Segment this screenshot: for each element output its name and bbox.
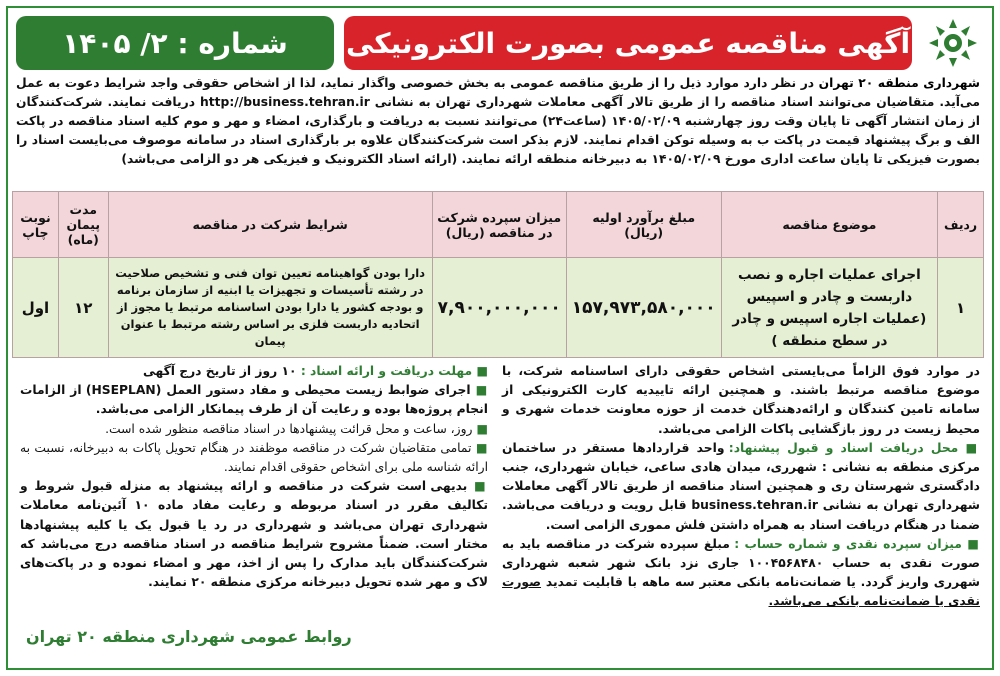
bullet-square-icon: ■	[967, 536, 981, 551]
cell-duration: ۱۲	[58, 258, 108, 358]
deposit-text: مبلغ سپرده شرکت در مناقصه باید به صورت نقدی به حساب ۱۰۰۴۵۶۸۴۸۰ جاری نزد بانک شهر شعبه شهرداری شهرری واریز گردد. یا ضمانت‌نامه بانکی معتبر سه ماهه با قابلیت تمدید	[502, 536, 980, 590]
notice-number-banner	[16, 16, 334, 70]
deposit-tail: صورت نقدی یا ضمانت‌نامه بانکی می‌باشد.	[502, 575, 980, 609]
header-subject: موضوع مناقصه	[721, 192, 937, 258]
tehran-municipality-logo-icon	[920, 16, 986, 70]
right-column	[502, 362, 980, 612]
delivery-text: تمامی متقاضیان شرکت در مناقصه موظفند در هنگام تحویل پاکات به دبیرخانه، نسبت به ارائه شناسه ملی برای اشخاص حقوقی اقدام نمایند.	[20, 440, 488, 475]
intro-paragraph	[16, 74, 980, 169]
cell-print: اول	[13, 258, 59, 358]
place-text: واحد قراردادها مستقر در ساختمان مرکزی منطقه به نشانی : شهرری، میدان هادی ساعی، خیابان شهرداری، جنب دادگستری شهرستان ری و همچنین اسناد مناقصه از طریق تالار آگهی معاملات شهرداری تهران به نشانی business.tehran.ir قابل رویت و دریافت می‌باشد. ضمنا در هنگام دریافت اسناد به همراه داشتن فلش مموری الزامی است.	[502, 440, 980, 532]
table-header-row	[13, 192, 984, 258]
header-conditions: شرایط شرکت در مناقصه	[108, 192, 432, 258]
cell-estimate: ۱۵۷,۹۷۳,۵۸۰,۰۰۰	[566, 258, 721, 358]
deadline-title: مهلت دریافت و ارائه اسناد :	[300, 364, 473, 378]
deadline-paragraph	[20, 362, 488, 381]
cell-conditions: دارا بودن گواهینامه تعیین توان فنی و تشخیص صلاحیت در رشته تأسیسات و تجهیزات یا ابنیه از سازمان برنامه و بودجه کشور یا دارا بودن اساسنامه مرتبط یا مجوز از اتحادیه داربست فلزی بر اساس رشته مرتبط با عنوان پیمان	[108, 258, 432, 358]
time-text: روز، ساعت و محل قرائت پیشنهادها در اسناد مناقصه منظور شده است.	[105, 421, 473, 436]
obvious-paragraph	[20, 477, 488, 592]
deposit-title: میزان سپرده نقدی و شماره حساب :	[734, 536, 962, 551]
place-title: محل دریافت اسناد و قبول پیشنهاد:	[728, 440, 959, 455]
place-paragraph	[502, 439, 980, 535]
notice-number: شماره : ۲/ ۱۴۰۵	[62, 26, 288, 60]
tender-notice	[6, 6, 994, 670]
deposit-paragraph	[502, 535, 980, 612]
cell-subject: اجرای عملیات اجاره و نصب داربست و چادر و اسپیس (عملیات اجاره اسپیس و چادر در سطح منطقه )	[721, 258, 937, 358]
bullet-square-icon: ■	[473, 479, 489, 494]
delivery-paragraph	[20, 439, 488, 477]
deadline-text: ۱۰ روز از تاریخ درج آگهی	[143, 364, 301, 378]
requirements-paragraph: در موارد فوق الزاماً می‌بایستی اشخاص حقوقی دارای اساسنامه شرکت، با موضوع مناقصه مرتبط باشند. و همچنین ارائه تاییدیه کارت الکترونیکی از سامانه تامین کنندگان و ارائه‌دهندگان خدمت از حوزه معاونت خدمات شهری و محیط زیست در روز بازگشایی پاکات الزامی می‌باشد.	[502, 364, 980, 436]
obvious-text: بدیهی است شرکت در مناقصه و ارائه پیشنهاد به منزله قبول شروط و تکالیف مقرر در اسناد مربوطه و رعایت مفاد ماده ۱۰ آئین‌نامه معاملات شهرداری تهران می‌باشد و شهرداری در رد یا قبول یک یا کلیه پیشنهادها مختار است. ضمناً مشروح شرایط مناقصه در اسناد مناقصه درج می‌باشد که شرکت‌کنندگان باید مدارک را پس از اخذ، مهر و امضاء نموده و در پاکت‌های لاک و مهر شده تحویل دبیرخانه مرکزی منطقه ۲۰ نمایند.	[20, 479, 489, 590]
bullet-square-icon: ■	[475, 383, 489, 398]
header-row-number: ردیف	[938, 192, 984, 258]
notice-title-banner	[344, 16, 912, 70]
environment-text: اجرای ضوابط زیست محیطی و مفاد دستور العمل (HSEPLAN) از الزامات انجام پروژه‌ها بوده و رعایت آن از طرف پیمانکار الزامی می‌باشد.	[20, 383, 488, 417]
time-paragraph	[20, 420, 488, 439]
public-relations-signature: روابط عمومی شهرداری منطقه ۲۰ تهران	[26, 627, 352, 646]
table-row	[13, 258, 984, 358]
header-duration: مدت پیمان (ماه)	[58, 192, 108, 258]
tender-table	[12, 191, 984, 358]
notice-header	[16, 16, 988, 70]
environment-paragraph	[20, 381, 488, 419]
bullet-square-icon: ■	[476, 364, 488, 378]
intro-lead: شهرداری منطقه ۲۰ تهران	[818, 76, 980, 90]
header-deposit: میزان سپرده شرکت در مناقصه (ریال)	[432, 192, 566, 258]
cell-row-number: ۱	[938, 258, 984, 358]
bullet-square-icon: ■	[965, 440, 980, 455]
cell-deposit: ۷,۹۰۰,۰۰۰,۰۰۰	[432, 258, 566, 358]
notice-title: آگهی مناقصه عمومی بصورت الکترونیکی	[345, 26, 911, 60]
bullet-square-icon: ■	[475, 440, 488, 455]
header-print: نوبت چاپ	[13, 192, 59, 258]
left-column	[20, 362, 488, 592]
intro-text: در نظر دارد موارد ذیل را از طریق مناقصه عمومی به بخش خصوصی واگذار نماید، لذا از اشخاص حقوقی واجد شرایط دعوت به عمل می‌آید. متقاضیان می‌توانند اسناد مناقصه را از طریق تالار آگهی معاملات شهرداری تهران به نشانی http://business.tehran.ir دریافت نمایند. شرکت‌کنندگان از زمان انتشار آگهی تا پایان وقت روز چهارشنبه ۱۴۰۵/۰۲/۰۹ (ساعت۲۴) می‌توانند نسبت به دریافت و بارگذاری، امضاء و مهر و موم کلیه اسناد مناقصه در پاکت الف و برگ پیشنهاد قیمت در پاکت ب به وسیله توکن اقدام نمایند. لازم بذکر است شرکت‌کنندگان علاوه بر بارگذاری اسناد در سامانه موصوف می‌بایست اسناد را بصورت فیزیکی تا پایان ساعت اداری مورخ ۱۴۰۵/۰۲/۰۹ به دبیرخانه منطقه ارائه نمایند. (ارائه اسناد الکترونیک و فیزیکی هر دو الزامی می‌باشد)	[16, 76, 981, 166]
bullet-square-icon: ■	[476, 421, 488, 436]
header-estimate: مبلغ برآورد اولیه (ریال)	[566, 192, 721, 258]
